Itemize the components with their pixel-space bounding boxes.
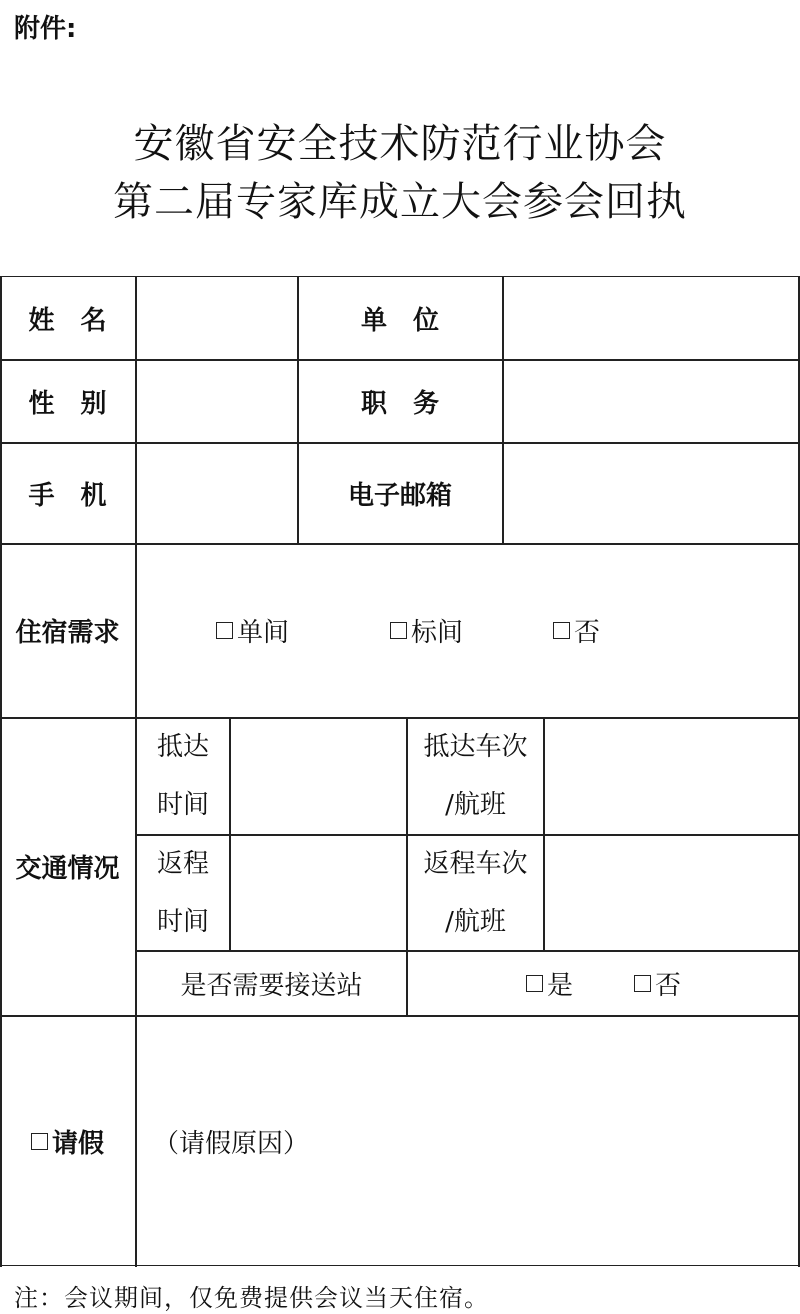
- email-label: 电子邮箱: [347, 480, 452, 511]
- col-divider: [798, 277, 800, 1267]
- arrival-time-field[interactable]: [231, 718, 406, 834]
- phone-label: 手机: [28, 480, 133, 511]
- email-field[interactable]: [504, 443, 798, 543]
- leave-checkbox[interactable]: [31, 1123, 104, 1160]
- lodging-option-standard-label: 标间: [411, 618, 464, 648]
- phone-label-cell: [0, 443, 135, 543]
- lodging-label-cell: [0, 544, 135, 717]
- unit-field[interactable]: [504, 277, 798, 359]
- attachment-label: 附件:: [14, 14, 77, 44]
- return-train-label-line2: /航班: [445, 906, 506, 937]
- pickup-label-cell: [137, 951, 406, 1015]
- arrival-train-label: [408, 718, 543, 834]
- lodging-option-standard[interactable]: [390, 612, 463, 649]
- lodging-option-none-label: 否: [574, 618, 601, 648]
- gender-label: 性别: [28, 388, 133, 419]
- arrival-train-label-line1: 抵达车次: [423, 732, 528, 762]
- pickup-options: [408, 951, 798, 1015]
- arrival-time-label: [137, 718, 229, 834]
- lodging-option-single-label: 单间: [237, 618, 290, 648]
- document-title-line2: 第二届专家库成立大会参会回执: [113, 179, 687, 225]
- return-time-label-line2: 时间: [156, 906, 209, 937]
- leave-label-cell: [0, 1016, 135, 1267]
- name-label-cell: [0, 277, 135, 359]
- leave-label: 请假: [51, 1129, 104, 1159]
- lodging-option-single[interactable]: [216, 612, 289, 649]
- lodging-label: 住宿需求: [15, 618, 120, 648]
- checkbox-icon[interactable]: [634, 975, 651, 992]
- name-field[interactable]: [137, 277, 297, 359]
- transport-label: 交通情况: [15, 854, 120, 884]
- position-field[interactable]: [504, 360, 798, 442]
- pickup-label: 是否需要接送站: [180, 970, 363, 1001]
- return-train-label-line1: 返程车次: [423, 848, 528, 879]
- checkbox-icon[interactable]: [216, 622, 233, 639]
- leave-reason-field[interactable]: [137, 1016, 798, 1267]
- return-train-label: [408, 835, 543, 950]
- footer-note: 注：会议期间，仅免费提供会议当天住宿。: [14, 1284, 489, 1312]
- lodging-options: [137, 544, 798, 717]
- gender-label-cell: [0, 360, 135, 442]
- registration-form-table: [0, 276, 800, 1266]
- return-time-label-line1: 返程: [156, 848, 209, 879]
- gender-field[interactable]: [137, 360, 297, 442]
- arrival-train-field[interactable]: [545, 718, 798, 834]
- position-label-cell: [298, 360, 502, 442]
- pickup-option-yes-label: 是: [547, 970, 574, 1001]
- checkbox-icon[interactable]: [390, 622, 407, 639]
- arrival-train-label-line2: /航班: [445, 790, 506, 820]
- return-time-label: [137, 835, 229, 950]
- phone-field[interactable]: [137, 443, 297, 543]
- unit-label-cell: [298, 277, 502, 359]
- email-label-cell: [298, 443, 502, 543]
- arrival-time-label-line1: 抵达: [156, 732, 209, 762]
- document-title-line1: 安徽省安全技术防范行业协会: [133, 121, 667, 167]
- pickup-option-no[interactable]: [634, 965, 681, 1002]
- name-label: 姓名: [28, 305, 133, 336]
- checkbox-icon[interactable]: [553, 622, 570, 639]
- unit-label: 单位: [360, 305, 465, 336]
- position-label: 职务: [360, 388, 465, 419]
- leave-reason-placeholder: （请假原因）: [153, 1129, 310, 1159]
- arrival-time-label-line2: 时间: [156, 790, 209, 820]
- lodging-option-none[interactable]: [553, 612, 600, 649]
- checkbox-icon[interactable]: [526, 975, 543, 992]
- return-train-field[interactable]: [545, 835, 798, 950]
- pickup-option-yes[interactable]: [526, 965, 573, 1002]
- transport-label-cell: [0, 718, 135, 1015]
- return-time-field[interactable]: [231, 835, 406, 950]
- pickup-option-no-label: 否: [655, 970, 682, 1001]
- checkbox-icon[interactable]: [31, 1133, 48, 1150]
